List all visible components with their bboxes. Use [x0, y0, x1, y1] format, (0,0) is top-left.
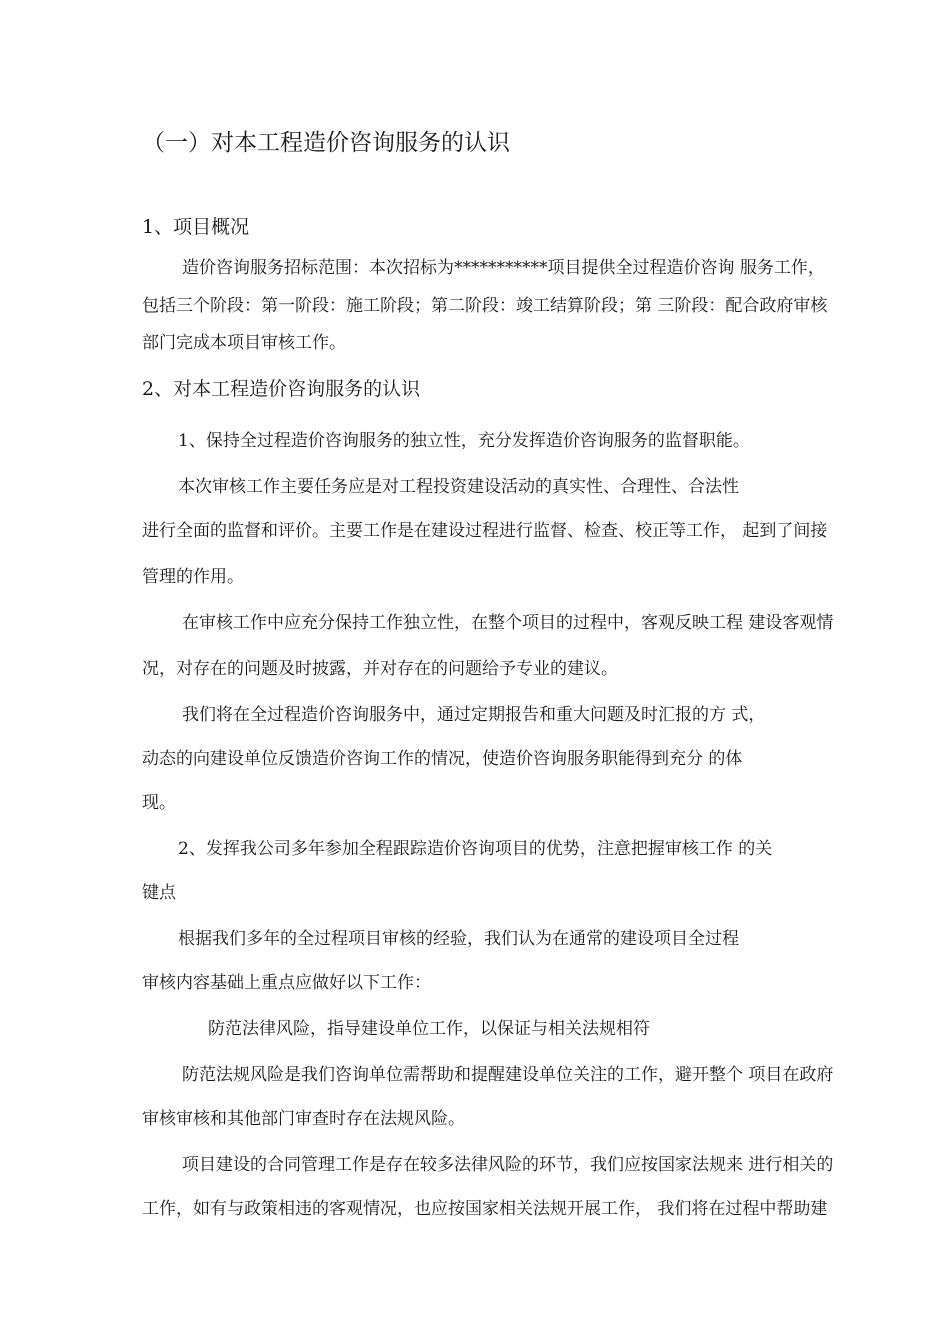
paragraph-line: 根据我们多年的全过程项目审核的经验，我们认为在通常的建设项目全过程: [178, 929, 739, 949]
paragraph-line: 审核审核和其他部门审查时存在法规风险。: [142, 1109, 465, 1129]
paragraph-line: 管理的作用。: [142, 567, 244, 587]
paragraph-line: 项目建设的合同管理工作是存在较多法律风险的环节，我们应按国家法规来 进行相关的: [182, 1155, 834, 1175]
paragraph-line: 审核内容基础上重点应做好以下工作：: [142, 973, 431, 993]
paragraph-line: 我们将在全过程造价咨询服务中，通过定期报告和重大问题及时汇报的方 式，: [182, 705, 766, 725]
section-heading-understanding: 2、对本工程造价咨询服务的认识: [142, 378, 421, 400]
paragraph-line: 防范法规风险是我们咨询单位需帮助和提醒建设单位关注的工作，避开整个 项目在政府: [182, 1065, 834, 1085]
document-title: （一）对本工程造价咨询服务的认识: [142, 130, 510, 156]
paragraph-line: 在审核工作中应充分保持工作独立性，在整个项目的过程中，客观反映工程 建设客观情: [182, 613, 834, 633]
paragraph-line: 键点: [142, 883, 176, 903]
paragraph-line: 本次审核工作主要任务应是对工程投资建设活动的真实性、合理性、合法性: [178, 477, 739, 497]
list-item-independence: 1、保持全过程造价咨询服务的独立性，充分发挥造价咨询服务的监督职能。: [178, 431, 750, 451]
list-item-key-points: 2、发挥我公司多年参加全程跟踪造价咨询项目的优势，注意把握审核工作 的关: [178, 839, 773, 859]
paragraph-line: 造价咨询服务招标范围：本次招标为***********项目提供全过程造价咨询 服务工作，: [182, 258, 825, 278]
paragraph-line: 部门完成本项目审核工作。: [142, 333, 346, 353]
section-heading-project-overview: 1、项目概况: [142, 216, 250, 238]
paragraph-line: 进行全面的监督和评价。主要工作是在建设过程进行监督、检查、校正等工作， 起到了间接: [142, 521, 828, 541]
subheading-legal-risk: 防范法律风险，指导建设单位工作，以保证与相关法规相符: [208, 1019, 650, 1039]
paragraph-line: 况，对存在的问题及时披露，并对存在的问题给予专业的建议。: [142, 659, 618, 679]
paragraph-line: 现。: [142, 793, 176, 813]
paragraph-line: 包括三个阶段：第一阶段：施工阶段；第二阶段：竣工结算阶段；第 三阶段：配合政府审核: [142, 296, 828, 316]
paragraph-line: 动态的向建设单位反馈造价咨询工作的情况，使造价咨询服务职能得到充分 的体: [142, 749, 743, 769]
paragraph-line: 工作，如有与政策相违的客观情况，也应按国家相关法规开展工作， 我们将在过程中帮助建: [142, 1199, 828, 1219]
